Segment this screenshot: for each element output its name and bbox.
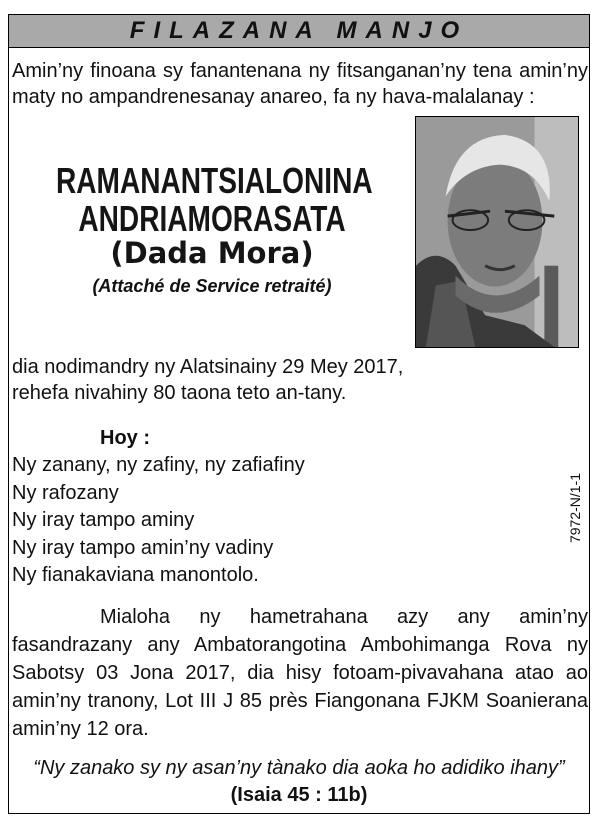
- bible-verse: (Isaia 45 : 11b): [230, 784, 368, 806]
- portrait-image: [416, 117, 578, 347]
- family-item: Ny rafozany: [12, 481, 119, 504]
- intro-line-2: maty no ampandrenesanay anareo, fa ny hava-malalanay :: [12, 86, 535, 108]
- header-title: FILAZANA MANJO: [129, 17, 469, 44]
- funeral-text: Mialoha ny hametrahana azy any amin’ny fasandrazany any Ambatorangotina Ambohimanga Rova ny Sabotsy 03 Jona 2017, dia hisy fotoam-pivavahana atao ao amin’ny tranony, Lot III J 85 près Fiangonana FJKM Soanierana amin’ny 12 ora.: [12, 606, 588, 740]
- reference-code: 7972-N/1-1: [567, 472, 583, 544]
- death-line-2: rehefa nivahiny 80 taona teto an-tany.: [12, 382, 347, 404]
- deceased-portrait: [415, 116, 579, 348]
- family-item: Ny iray tampo aminy: [12, 509, 195, 531]
- death-line-1: dia nodimandry ny Alatsinainy 29 Mey 2017,: [12, 356, 404, 378]
- family-item: Ny iray tampo amin’ny vadiny: [12, 536, 274, 559]
- family-heading: Hoy :: [100, 427, 150, 449]
- family-item: Ny fianakaviana manontolo.: [12, 564, 259, 586]
- family-list: [12, 452, 552, 590]
- intro-text: [12, 58, 588, 110]
- funeral-details: [12, 603, 588, 743]
- notice-header: [8, 14, 590, 48]
- deceased-surname: RAMANANTSIALONINA: [56, 160, 373, 201]
- family-item: Ny zanany, ny zafiny, ny zafiafiny: [12, 454, 305, 476]
- bible-quote: “Ny zanako sy ny asan’ny tànako dia aoka ho adidiko ihany”: [33, 757, 565, 779]
- deceased-given-name: ANDRIAMORASATA: [78, 198, 346, 239]
- intro-line-1: Amin’ny finoana sy fanantenana ny fitsanganan’ny tena amin’ny: [12, 60, 588, 82]
- deceased-nickname: (Dada Mora): [110, 236, 314, 270]
- deceased-title: (Attaché de Service retraité): [92, 276, 332, 296]
- death-announcement: [12, 354, 412, 406]
